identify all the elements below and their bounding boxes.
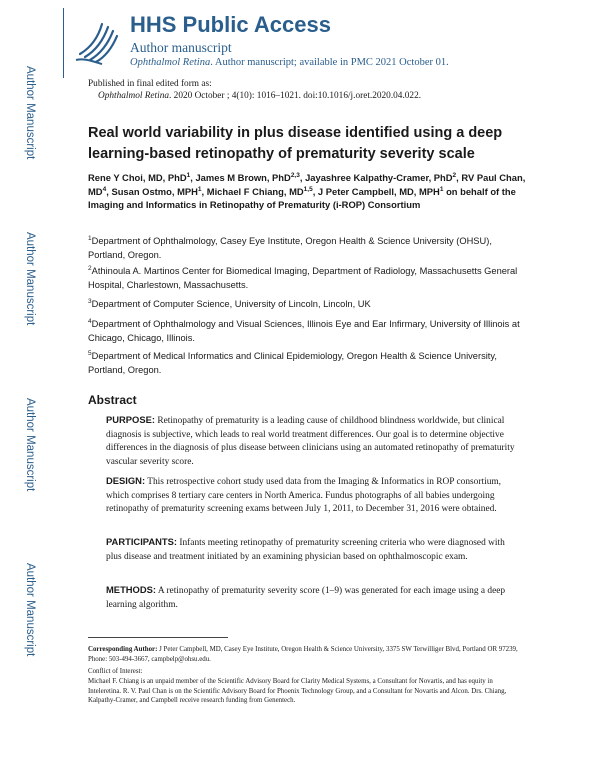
abstract-methods xyxy=(106,583,522,612)
section-text: Infants meeting retinopathy of prematurity screening criteria who were diagnosed with plus disease and treatment initiated by an examining physician based on ophthalmoscopic exam. xyxy=(106,538,505,562)
left-margin-band xyxy=(0,0,60,776)
affiliation xyxy=(88,298,528,312)
section-label: PARTICIPANTS: xyxy=(106,536,178,547)
section-label: DESIGN: xyxy=(106,475,146,486)
conflict-of-interest-label: Conflict of Interest: xyxy=(88,668,143,675)
side-label-author-manuscript: Author Manuscript xyxy=(24,232,36,326)
published-label: Published in final edited form as: xyxy=(88,79,212,89)
author-name: James M Brown, PhD xyxy=(195,172,291,183)
author-affiliation-sup: 4 xyxy=(102,185,107,193)
affiliation-text: Athinoula A. Martinos Center for Biomedical Imaging, Department of Radiology, Massachusetts General Hospital, Charlestown, Massachusetts. xyxy=(88,266,518,290)
author-name: Susan Ostmo, MPH xyxy=(111,185,198,197)
corresponding-author-note xyxy=(88,645,524,664)
affiliation-text: Department of Ophthalmology, Casey Eye Institute, Oregon Health & Science University (OHSU), Portland, Oregon. xyxy=(88,236,492,260)
citation xyxy=(88,90,421,102)
footnote-divider xyxy=(88,637,228,638)
affiliation xyxy=(88,350,528,377)
affiliation-text: Department of Ophthalmology and Visual Sciences, Illinois Eye and Ear Infirmary, University of Illinois at Chicago, Chicago, Illinois. xyxy=(88,319,520,343)
author-name: RV Paul Chan, MD xyxy=(88,172,526,197)
conflict-of-interest-text: Michael F. Chiang is an unpaid member of the Scientific Advisory Board for Clarity Medical Systems, a Consultant for Novartis, and has equity in Inteleretina. R. V. Paul Chan is on the Scientific Advisory Board for Phoenix Technology Group, and a Consultant for Novartis and Alcon. Drs. Chiang, Kalpathy-Cramer, and Campbell receive research funding from Genentech. xyxy=(88,678,507,705)
author-affiliation-sup: 1,5 xyxy=(303,185,313,193)
citation-journal: Ophthalmol Retina xyxy=(98,91,170,101)
author-affiliation-sup: 1 xyxy=(439,185,444,193)
corresponding-text: J Peter Campbell, MD, Casey Eye Institute, Oregon Health & Science University, 3375 SW Terwilliger Blvd, Portland OR 97239, Phone: 503-494-3667, campbelp@ohsu.edu. xyxy=(88,646,518,663)
affiliation-text: Department of Computer Science, University of Lincoln, Lincoln, UK xyxy=(91,299,371,309)
abstract-heading: Abstract xyxy=(88,393,137,407)
abstract-participants xyxy=(106,535,522,564)
corresponding-label: Corresponding Author: xyxy=(88,646,158,653)
author-name: Rene Y Choi, MD, PhD xyxy=(88,172,187,183)
affiliation-number: 4 xyxy=(88,318,92,325)
side-label-author-manuscript: Author Manuscript xyxy=(24,398,36,492)
affiliation-number: 1 xyxy=(88,235,92,242)
affiliation-text: Department of Medical Informatics and Clinical Epidemiology, Oregon Health & Science University, Portland, Oregon. xyxy=(88,351,497,375)
author-affiliation-sup: 2 xyxy=(452,172,457,179)
affiliation xyxy=(88,235,528,262)
side-label-author-manuscript: Author Manuscript xyxy=(24,563,36,657)
affiliation xyxy=(88,318,528,345)
header-divider xyxy=(63,8,64,78)
affiliation-number: 2 xyxy=(88,265,92,272)
author-affiliation-sup: 1 xyxy=(186,172,191,179)
affiliation xyxy=(88,265,528,292)
author-affiliation-sup: 1 xyxy=(197,185,202,193)
section-text: Retinopathy of prematurity is a leading cause of childhood blindness worldwide, but clinical diagnosis is subjective, which leads to real world treatment differences. Our goal is to determine objective differences in the diagnosis of plus disease between clinicians using an automated retinopathy of prematurity vascular severity score. xyxy=(106,416,515,467)
side-label-author-manuscript: Author Manuscript xyxy=(24,66,36,160)
journal-name: Ophthalmol Retina xyxy=(130,57,211,68)
hhs-public-access-title: HHS Public Access xyxy=(130,12,331,37)
author-name: Jayashree Kalpathy-Cramer, PhD xyxy=(305,172,453,183)
abstract-purpose xyxy=(106,413,522,469)
journal-availability xyxy=(130,57,449,68)
author-name: J Peter Campbell, MD, MPH xyxy=(317,185,440,197)
author-list: Rene Y Choi, MD, PhD$^1$, James M Brown, PhD$^{2,3}$, Jayashree Kalpathy-Cramer, PhD$^2$, RV Paul Chan, $MD^4$, Susan Ostmo, MPH$^1$, Michael F Chiang, MD$^{1,5}$, J Peter Campbell, MD, MPH$^1$ on behalf of the Imaging and Informatics in Retinopathy of Prematurity (i-ROP) Consortium xyxy=(88,172,526,210)
section-label: METHODS: xyxy=(106,584,156,595)
availability-text: . Author manuscript; available in PMC 2021 October 01. xyxy=(210,57,449,68)
affiliation-number: 3 xyxy=(88,298,92,305)
hhs-eagle-logo-icon xyxy=(72,14,122,66)
section-text: A retinopathy of prematurity severity score (1–9) was generated for each image using a deep learning algorithm. xyxy=(106,586,506,610)
author-affiliation-sup: 2,3 xyxy=(290,172,300,179)
published-in-block xyxy=(88,78,421,102)
affiliation-number: 5 xyxy=(88,350,92,357)
article-title: Real world variability in plus disease identified using a deep learning-based retinopathy of prematurity severity scale xyxy=(88,125,503,162)
abstract-design xyxy=(106,474,522,517)
author-manuscript-subtitle: Author manuscript xyxy=(130,40,232,55)
section-text: This retrospective cohort study used data from the Imaging & Informatics in ROP consortium, which comprises 8 tertiary care centers in North America. Fundus photographs of all babies undergoing retinopathy of prematurity screening exams between July 1, 2011, to December 31, 2016 were obtained. xyxy=(106,477,502,515)
author-name: Michael F Chiang, MD xyxy=(206,185,304,197)
section-label: PURPOSE: xyxy=(106,414,155,425)
citation-details: . 2020 October ; 4(10): 1016–1021. doi:10.1016/j.oret.2020.04.022. xyxy=(169,91,422,101)
consortium: on behalf of the Imaging and Informatics in Retinopathy of Prematurity (i-ROP) Consortium xyxy=(88,185,516,210)
